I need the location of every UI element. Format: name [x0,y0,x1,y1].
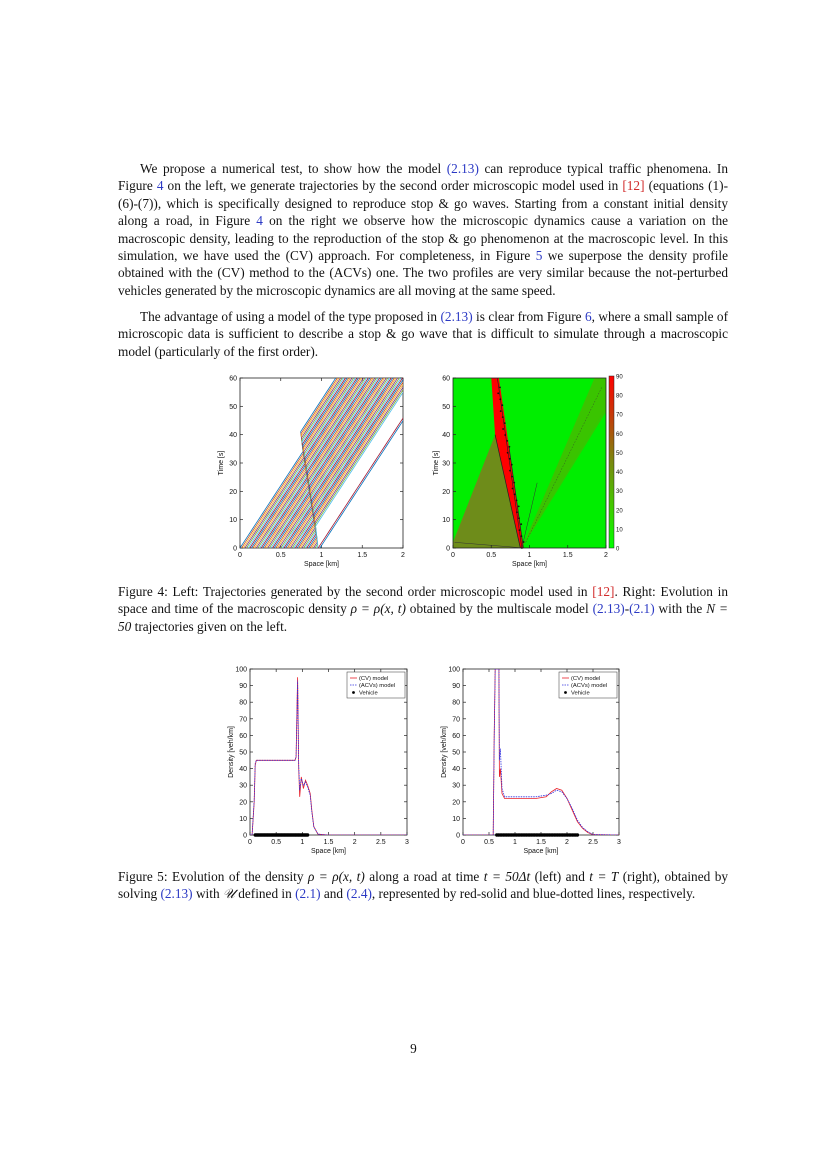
y-axis-label: Density [veh/km] [441,726,448,778]
y-tick-label: 30 [229,460,237,468]
vehicle-dot [519,529,521,531]
y-tick-label: 80 [452,699,460,707]
y-tick-label: 30 [442,460,450,468]
colorbar-tick-label: 90 [616,374,623,381]
vehicle-dot [497,392,499,394]
y-tick-label: 60 [239,732,247,740]
trajectory-line [309,267,477,548]
vehicle-dot [523,541,525,543]
citation-link[interactable]: [12] [622,178,645,194]
figure-ref[interactable]: 4 [256,213,263,229]
colorbar [609,376,614,548]
trajectory-line [282,269,449,548]
vehicle-dot [509,470,511,472]
vehicle-marker [306,833,309,836]
y-tick-label: 10 [239,815,247,823]
y-tick-label: 40 [452,766,460,774]
acvs-model-line [250,681,407,835]
x-tick-label: 0 [461,839,465,846]
y-tick-label: 10 [452,815,460,823]
x-axis-label: Space [km] [511,561,548,568]
equation-ref[interactable]: (2.13) [446,161,479,176]
equation-ref[interactable]: (2.13) [592,601,625,617]
legend-label: (CV) model [359,676,389,682]
colorbar-tick-label: 70 [616,412,623,419]
y-tick-label: 60 [229,375,237,383]
vehicle-dot [518,517,520,519]
x-axis-label: Space [km] [523,848,559,855]
y-tick-label: 50 [442,403,450,411]
x-tick-label: 1.5 [536,839,546,846]
vehicle-dot [506,440,508,442]
legend-label: (ACVs) model [359,683,396,689]
y-tick-label: 0 [446,545,450,553]
x-axis-label: Space [km] [310,848,347,855]
citation-link[interactable]: [12] [592,584,615,599]
vehicle-dot [499,387,501,389]
paragraph-1: We propose a numerical test, to show how the model (2.13) can reproduce typical traffic phenomena. In Figure 4 on the left, we generate trajectories by the second order microscopic model used in [12] (equations (1)-(6)-(7)), which is specifically designed to reproduce stop & go waves. Starting from a constant initial density along a road, in Figure 4 on the right we observe how the microscopic dynamics cause a variation on the macroscopic density, leading to the reproduction of the stop & go phenomenon at the macroscopic level. In this simulation, we have used the (CV) approach. For completeness, in Figure 5 we superpose the density profile obtained with the (CV) method to the (ACVs) one. The two profiles are very similar because the not-perturbed vehicles generated by the microscopic dynamics are all moving at the same speed. [118,161,729,298]
x-tick-label: 3 [617,839,621,846]
x-tick-label: 0 [238,552,242,559]
y-tick-label: 20 [239,799,247,807]
y-tick-label: 100 [235,666,247,674]
vehicle-dot [511,476,513,478]
y-tick-label: 40 [239,766,247,774]
trajectory-line [264,269,431,548]
vehicle-dot [504,422,506,424]
trajectory-line [286,267,454,548]
y-axis-label: Time [s] [218,450,225,476]
trajectory-line [269,270,436,549]
paragraph-2: The advantage of using a model of the type proposed in (2.13) is clear from Figure 6, where a small sample of microscopic data is sufficient to describe a stop & go wave that is difficult to simulate through a macroscopic model (particularly of the first order). [118,309,728,359]
series-group [250,677,407,835]
vehicle-dot [502,416,504,418]
y-tick-label: 50 [229,403,237,411]
legend-label: (CV) model [571,676,601,682]
x-tick-label: 0 [451,552,455,559]
x-tick-label: 3 [405,839,409,846]
legend-label: Vehicle [571,690,590,697]
x-tick-label: 2.5 [375,839,386,846]
trajectory-line [268,268,436,549]
trajectory-line [274,270,440,548]
y-axis-label: Density [veh/km] [228,726,235,778]
colorbar-tick-label: 0 [616,546,620,553]
y-tick-label: 50 [239,749,247,757]
y-tick-label: 20 [229,488,237,496]
equation-ref[interactable]: (2.13) [440,309,473,324]
y-tick-label: 0 [243,832,247,840]
x-tick-label: 0.5 [271,839,282,846]
y-tick-label: 30 [452,782,460,790]
x-tick-label: 2 [565,839,569,846]
trajectory-line [260,269,427,548]
vehicle-dot [516,511,518,513]
x-tick-label: 2 [604,552,608,559]
y-tick-label: 10 [229,517,237,525]
y-tick-label: 70 [239,716,247,724]
vehicle-dot [502,404,504,406]
vehicle-dot [511,464,513,466]
x-tick-label: 1 [527,552,532,559]
legend-marker-vehicle [564,691,567,694]
x-axis-label: Space [km] [303,561,340,568]
y-tick-label: 70 [452,716,460,724]
vehicle-dot [500,410,502,412]
equation-ref[interactable]: (2.13) [160,886,193,902]
y-tick-label: 10 [442,517,450,525]
trajectory-line [247,270,413,548]
legend-marker-vehicle [352,691,355,694]
vehicle-dot [518,506,520,508]
y-tick-label: 0 [456,832,460,840]
figure-ref[interactable]: 6 [585,309,592,324]
figure-5-caption: Figure 5: Evolution of the density ρ = ρ(x, t) along a road at time t = 50Δt (left) and t = T (right), obtained by solving (2.13) with 𝒰 defined in (2.1) and (2.4), represented by red-solid and blue-dotted lines, respectively. [118,869,728,902]
cv-model-line [250,677,407,835]
trajectory-line [251,270,417,548]
trajectory-line [250,268,417,548]
vehicle-dot [512,488,514,490]
x-tick-label: 2 [352,839,357,846]
x-tick-label: 0 [248,839,252,846]
y-tick-label: 20 [442,488,450,496]
legend-label: Vehicle [359,690,378,697]
colorbar-tick-label: 20 [616,508,623,515]
x-tick-label: 0.5 [486,552,497,559]
y-tick-label: 90 [239,683,247,691]
y-axis-label: Time [s] [433,450,440,476]
x-tick-label: 2 [401,552,405,559]
vehicle-dot [514,494,516,496]
figure-ref[interactable]: 4 [156,178,164,194]
equation-ref[interactable]: (2.1) [295,886,321,902]
x-tick-label: 1 [513,839,517,846]
vehicle-marker [576,833,579,836]
x-tick-label: 1.5 [357,552,368,559]
figure-ref[interactable]: 5 [535,248,543,264]
y-tick-label: 40 [442,432,450,440]
vehicle-dot [521,535,523,537]
vehicle-dot [520,523,522,525]
x-tick-label: 1.5 [562,552,573,559]
vehicle-dot [516,500,518,502]
colorbar-tick-label: 10 [616,527,623,534]
y-tick-label: 0 [233,545,237,553]
legend-label: (ACVs) model [571,683,608,689]
trajectory-line [279,270,445,548]
vehicle-dot [509,458,511,460]
y-tick-label: 100 [448,666,460,674]
y-tick-label: 40 [229,432,237,440]
y-tick-label: 80 [239,699,247,707]
trajectory-line [273,268,441,548]
y-tick-label: 30 [239,782,247,790]
y-tick-label: 50 [452,749,460,757]
colorbar-tick-label: 60 [616,431,623,438]
colorbar-tick-label: 40 [616,470,623,477]
vehicle-dot [509,446,511,448]
x-tick-label: 1 [300,839,305,846]
page-number: 9 [410,1041,417,1056]
x-tick-label: 2.5 [588,839,598,846]
y-tick-label: 60 [442,375,450,383]
x-tick-label: 0.5 [484,839,494,846]
vehicle-dot [499,398,501,400]
equation-ref[interactable]: (2.1) [629,601,655,617]
colorbar-tick-label: 50 [616,450,623,457]
x-tick-label: 1 [319,552,324,559]
colorbar-tick-label: 80 [616,393,623,400]
y-tick-label: 60 [452,732,460,740]
trajectory-line [263,267,431,548]
trajectory-line [278,268,445,548]
trajectory-line [281,267,449,548]
x-tick-label: 0.5 [275,552,286,559]
vehicle-dot [513,482,515,484]
equation-ref[interactable]: (2.4) [346,886,372,902]
trajectory-line [266,266,435,549]
colorbar-tick-label: 30 [616,489,623,496]
vehicle-dot [507,452,509,454]
trajectory-line [253,267,422,549]
trajectory-line [271,266,440,548]
y-tick-label: 20 [452,799,460,807]
figure-4-caption: Figure 4: Left: Trajectories generated by the second order microscopic model used in [12]. Right: Evolution in space and time of the macroscopic density ρ = ρ(x, t) obtained by the multiscale model (2.13)-(2.1) with the N = 50 trajectories given on the left. [118,584,729,634]
y-tick-label: 90 [452,683,460,691]
vehicle-dot [502,428,504,430]
vehicle-dot [504,434,506,436]
x-tick-label: 1.5 [323,839,334,846]
